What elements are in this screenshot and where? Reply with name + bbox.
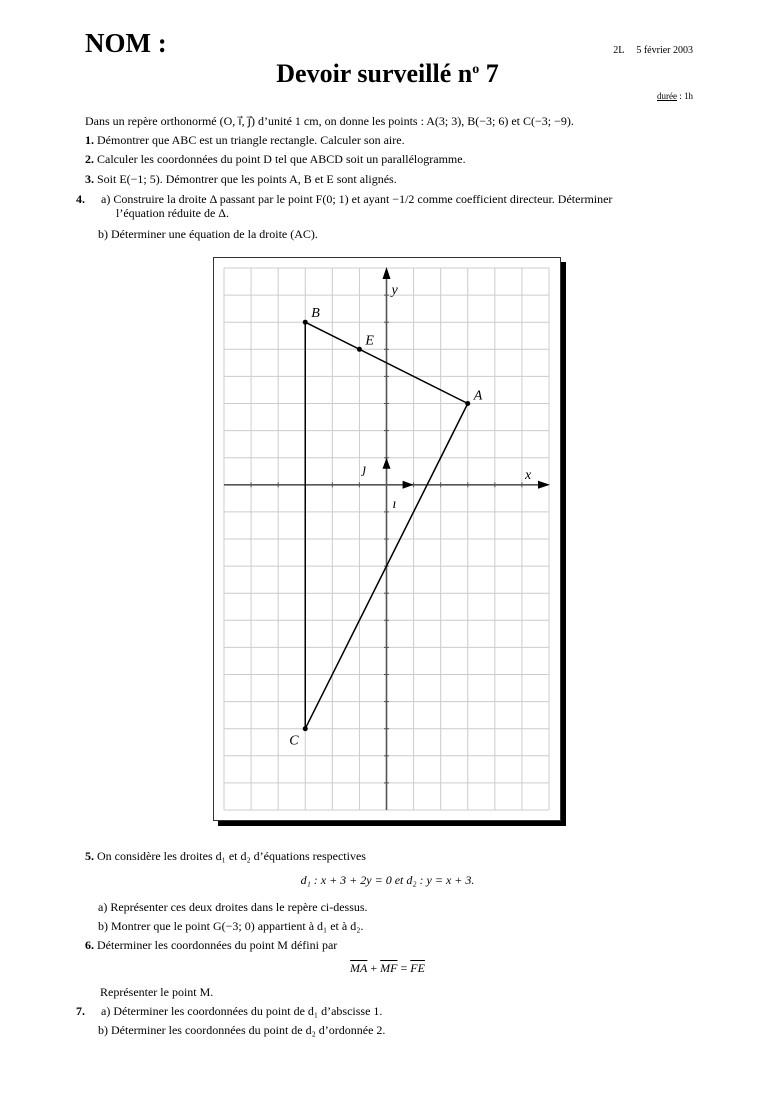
point-E <box>357 347 362 352</box>
x-axis-label: x <box>525 467 532 483</box>
j-vector-arrow-icon <box>383 458 391 469</box>
duration-value: : 1h <box>679 91 693 101</box>
plus-sign: + <box>367 961 381 975</box>
question-5a: a) Représenter ces deux droites dans le repère ci-dessus. <box>98 900 368 914</box>
question-number: 6. <box>85 938 94 952</box>
question-4a-cont: l’équation réduite de Δ. <box>116 206 230 220</box>
question-4a: a) Construire la droite Δ passant par le point F(0; 1) et ayant −1/2 comme coefficient directeur. Déterminer <box>101 192 613 206</box>
question-number: 4. <box>76 192 85 206</box>
y-axis-arrow-icon <box>383 267 391 279</box>
point-C <box>303 726 308 731</box>
question-6 <box>85 938 337 952</box>
i-vector-label: ı⃗ <box>392 496 408 512</box>
question-4b: b) Déterminer une équation de la droite (AC). <box>98 227 318 241</box>
question-5b: b) Montrer que le point G(−3; 0) appartient à d₁ et à d₂. <box>98 919 364 933</box>
class-label: 2L <box>613 45 625 56</box>
question-5 <box>85 849 366 863</box>
x-axis-arrow-icon <box>538 481 550 489</box>
point-label-C: C <box>289 733 299 749</box>
y-axis-label: y <box>391 283 398 298</box>
question-text: Soit E(−1; 5). Démontrer que les points A, B et E sont alignés. <box>97 172 397 186</box>
equations-d1-d2: d₁ : x + 3 + 2y = 0 et d₂ : y = x + 3. <box>300 873 475 887</box>
j-vector-label: ȷ⃗ <box>362 461 378 477</box>
point-label-A: A <box>473 388 483 404</box>
question-text: Démontrer que ABC est un triangle rectangle. Calculer son aire. <box>97 133 405 147</box>
point-label-E: E <box>365 333 374 349</box>
date-label: 5 février 2003 <box>636 45 693 56</box>
question-number: 3. <box>85 172 94 186</box>
question-7b: b) Déterminer les coordonnées du point de d₂ d’ordonnée 2. <box>98 1023 386 1037</box>
equals-sign: = <box>397 961 411 975</box>
question-number: 1. <box>85 133 94 147</box>
question-number: 7. <box>76 1004 85 1018</box>
question-number: 5. <box>85 849 94 863</box>
question-text: Déterminer les coordonnées du point M défini par <box>97 938 338 952</box>
nom-label: NOM : <box>85 28 167 58</box>
vector-FE: $\overline{FE}$ <box>410 961 425 975</box>
duration-label: durée <box>656 91 677 101</box>
vector-equation <box>0 961 775 975</box>
question-7a: a) Déterminer les coordonnées du point de d₁ d’abscisse 1. <box>101 1004 383 1018</box>
point-B <box>303 320 308 325</box>
point-A <box>465 401 470 406</box>
question-number: 2. <box>85 152 94 166</box>
question-text: On considère les droites d₁ et d₂ d’équations respectives <box>97 849 366 863</box>
title-num: 7 <box>485 59 499 88</box>
title-sup: o <box>472 62 480 77</box>
point-label-B: B <box>311 306 320 322</box>
vector-MA: $\overline{MA}$ <box>350 961 368 975</box>
i-vector-arrow-icon <box>403 481 414 489</box>
vector-MF: $\overline{MF}$ <box>380 961 398 975</box>
title-text: Devoir surveillé n <box>276 59 473 88</box>
question-7 <box>76 1004 382 1018</box>
question-text: Calculer les coordonnées du point D tel que ABCD soit un parallélogramme. <box>97 152 466 166</box>
intro-text: Dans un repère orthonormé (O, ı⃗, ȷ⃗) d’unité 1 cm, on donne les points : A(3; 3), B(−3; 6) et C(−3; −9). <box>85 114 574 128</box>
question-6-after: Représenter le point M. <box>100 985 214 999</box>
